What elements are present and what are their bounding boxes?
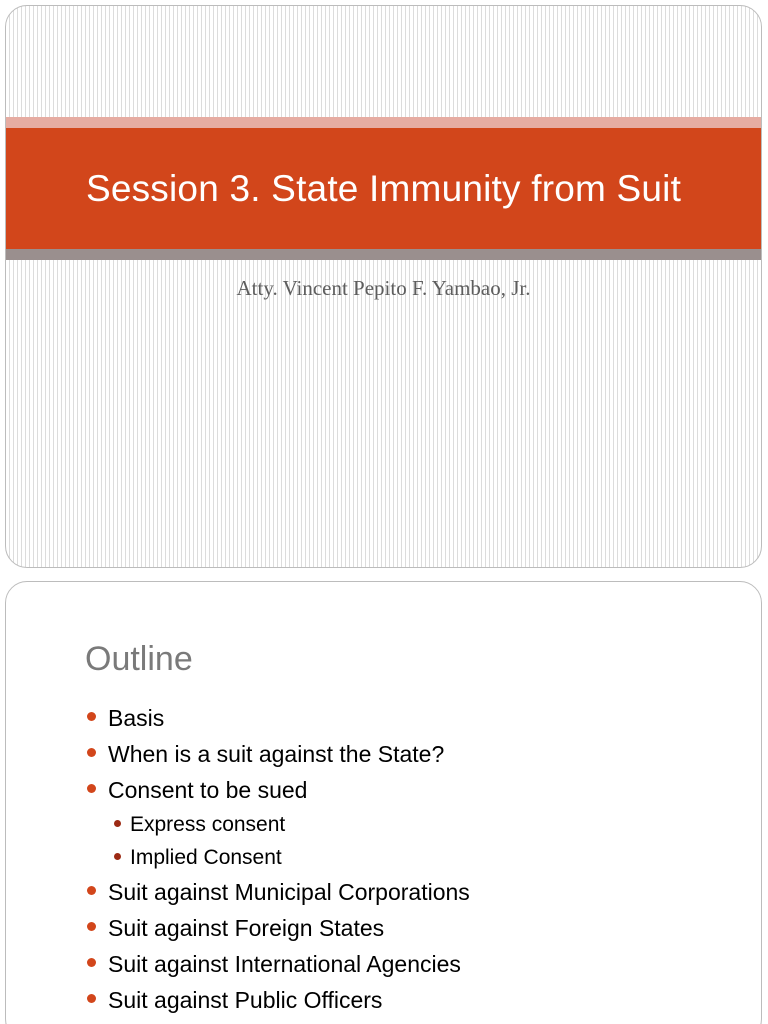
sub-bullet-item <box>85 841 470 874</box>
outline-bullet-list <box>85 700 470 1018</box>
bullet-text: Basis <box>108 705 165 731</box>
sub-bullet-dot-icon <box>114 820 121 827</box>
bullet-dot-icon <box>87 712 96 721</box>
title-band-top-stripe <box>6 117 761 128</box>
sub-bullet-text: Implied Consent <box>130 846 282 869</box>
bullet-text: Suit against Public Officers <box>108 987 383 1013</box>
bullet-text: Suit against Foreign States <box>108 915 385 941</box>
bullet-dot-icon <box>87 886 96 895</box>
bullet-dot-icon <box>87 784 96 793</box>
bullet-dot-icon <box>87 994 96 1003</box>
slide-title: Session 3. State Immunity from Suit <box>85 167 682 209</box>
outline-heading: Outline <box>85 640 193 678</box>
bullet-item <box>85 736 470 772</box>
bullet-item <box>85 874 470 910</box>
bullet-text: Consent to be sued <box>108 777 308 803</box>
sub-bullet-item <box>85 808 470 841</box>
bullet-text: Suit against Municipal Corporations <box>108 879 470 905</box>
sub-bullet-dot-icon <box>114 853 121 860</box>
outline-slide <box>5 581 762 1024</box>
title-band-bottom-stripe <box>6 249 761 260</box>
bullet-text: Suit against International Agencies <box>108 951 461 977</box>
bullet-item <box>85 946 470 982</box>
title-slide <box>5 5 762 568</box>
bullet-item <box>85 700 470 736</box>
bullet-item <box>85 982 470 1018</box>
bullet-item <box>85 772 470 808</box>
bullet-text: When is a suit against the State? <box>108 741 445 767</box>
bullet-dot-icon <box>87 922 96 931</box>
bullet-item <box>85 910 470 946</box>
title-band <box>6 128 761 249</box>
slide-subtitle: Atty. Vincent Pepito F. Yambao, Jr. <box>236 276 531 300</box>
bullet-dot-icon <box>87 748 96 757</box>
bullet-dot-icon <box>87 958 96 967</box>
sub-bullet-text: Express consent <box>130 813 286 836</box>
